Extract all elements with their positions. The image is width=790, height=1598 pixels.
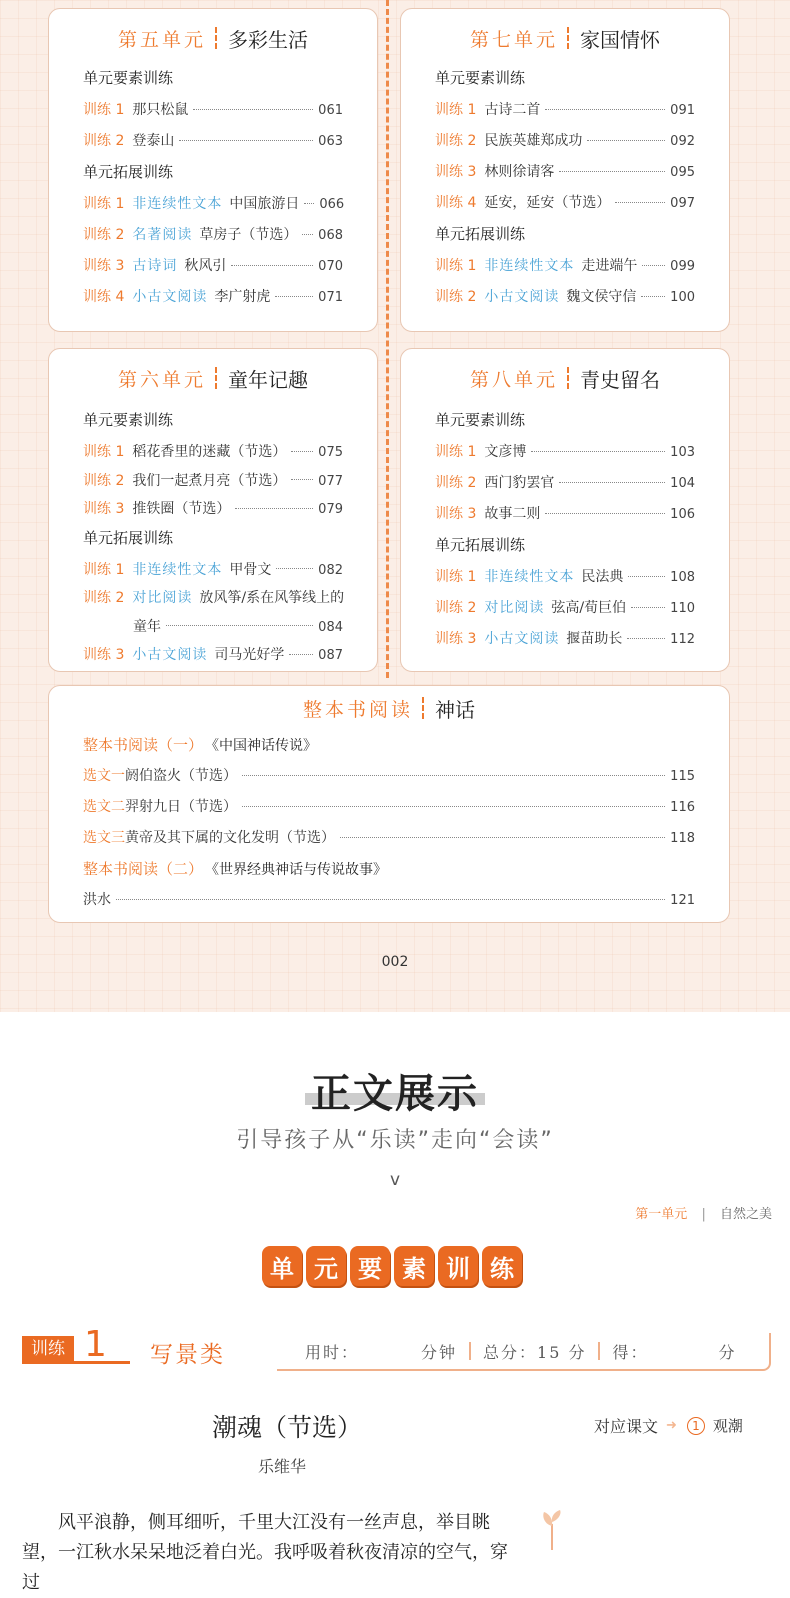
page-ref: 106 xyxy=(670,507,695,522)
toc-entry[interactable] xyxy=(435,597,695,617)
entry-title: 林则徐请客 xyxy=(484,164,555,180)
section-heading: 单元拓展训练 xyxy=(435,225,526,243)
entry-title: 西门豹罢官 xyxy=(484,475,555,491)
score-label: 得： xyxy=(612,1342,649,1362)
unit-name: 第六单元 xyxy=(117,368,206,391)
score-divider xyxy=(598,1342,600,1360)
page-ref: 104 xyxy=(670,476,695,491)
exercise-tag: 训练 1 xyxy=(83,196,125,212)
page-ref: 091 xyxy=(670,103,695,118)
page-ref: 084 xyxy=(318,619,343,635)
exercise-tag: 训练 3 xyxy=(435,506,477,522)
toc-entry[interactable] xyxy=(435,472,695,492)
arrow-right-icon: ➜ xyxy=(666,1418,677,1433)
exercise-tag: 训练 2 xyxy=(435,600,477,616)
entry-title: 我们一起煮月亮（节选） xyxy=(132,472,287,489)
sprout-icon xyxy=(538,1508,566,1550)
toc-entry[interactable] xyxy=(83,765,695,785)
leader-dots xyxy=(291,451,313,452)
unit-theme: 青史留名 xyxy=(580,367,660,392)
lesson-label: 对应课文 xyxy=(594,1417,659,1436)
entry-title: 草房子（节选） xyxy=(199,227,298,243)
unit-tag: 第一单元 xyxy=(635,1207,688,1222)
lesson-name: 观潮 xyxy=(712,1417,743,1435)
exercise-tag: 训练 1 xyxy=(435,102,477,118)
title-tile: 要 xyxy=(350,1246,390,1286)
title-tile: 元 xyxy=(306,1246,346,1286)
genre-label: 非连续性文本 xyxy=(132,561,223,578)
header-separator xyxy=(567,367,569,389)
toc-entry[interactable] xyxy=(83,470,343,490)
section-title-tiles xyxy=(262,1246,526,1286)
page-ref: 070 xyxy=(318,259,343,274)
header-separator xyxy=(215,367,217,389)
entry-title-continued: 童年 xyxy=(133,618,161,635)
page-ref: 108 xyxy=(670,570,695,585)
genre-label: 小古文阅读 xyxy=(132,647,208,663)
leader-dots xyxy=(559,482,665,483)
book-heading-2 xyxy=(83,858,695,879)
toc-entry-continued[interactable] xyxy=(133,616,343,636)
unit-separator: | xyxy=(701,1207,706,1222)
exercise-tag: 训练 3 xyxy=(435,631,477,647)
exercise-tag: 训练 2 xyxy=(83,590,125,606)
selection-tag: 选文二 xyxy=(83,799,125,815)
toc-entry[interactable] xyxy=(435,192,695,212)
score-divider xyxy=(469,1342,471,1360)
section-heading: 单元拓展训练 xyxy=(83,163,174,181)
section-heading: 单元要素训练 xyxy=(435,411,526,429)
exercise-tag: 训练 1 xyxy=(435,569,477,585)
entry-title: 古诗二首 xyxy=(484,102,541,118)
exercise-tag: 训练 2 xyxy=(435,475,477,491)
unit-card xyxy=(400,8,730,332)
entry-title: 登泰山 xyxy=(132,133,175,149)
toc-entry[interactable] xyxy=(83,559,343,579)
leader-dots xyxy=(615,202,665,203)
unit-name: 整本书阅读 xyxy=(302,698,413,721)
toc-entry[interactable] xyxy=(83,889,695,909)
time-unit: 分钟 xyxy=(421,1342,458,1362)
toc-entry[interactable] xyxy=(435,503,695,523)
exercise-tag: 训练 2 xyxy=(83,227,125,243)
entry-title: 黄帝及其下属的文化发明（节选） xyxy=(125,830,335,846)
leader-dots xyxy=(166,625,313,626)
entry-title: 那只松鼠 xyxy=(132,102,189,118)
entry-title: 司马光好学 xyxy=(214,647,285,663)
leader-dots xyxy=(304,203,314,204)
card-header xyxy=(49,9,377,67)
exercise-word: 训练 xyxy=(22,1336,74,1362)
exercise-label xyxy=(22,1324,130,1365)
lesson-reference xyxy=(594,1414,743,1437)
page-ref: 066 xyxy=(319,197,345,212)
page-ref: 116 xyxy=(670,800,695,815)
unit-name: 第五单元 xyxy=(117,28,206,51)
leader-dots xyxy=(627,638,665,639)
article-author: 乐维华 xyxy=(258,1457,307,1476)
leader-dots xyxy=(559,171,665,172)
leader-dots xyxy=(628,576,665,577)
leader-dots xyxy=(289,654,313,655)
page-number: 002 xyxy=(381,954,409,970)
leader-dots xyxy=(193,109,313,110)
exercise-tag: 训练 3 xyxy=(83,258,125,274)
entry-title: 推铁圈（节选） xyxy=(132,501,231,517)
exercise-tag: 训练 1 xyxy=(83,444,125,460)
page-ref: 063 xyxy=(318,134,343,149)
exercise-tag: 训练 3 xyxy=(83,501,125,517)
unit-theme: 神话 xyxy=(435,697,475,722)
genre-label: 非连续性文本 xyxy=(484,569,575,585)
leader-dots xyxy=(291,479,313,480)
entry-title: 走进端午 xyxy=(581,258,638,274)
entry-title: 故事二则 xyxy=(484,506,541,522)
page-ref: 110 xyxy=(670,601,695,616)
entry-title: 放风筝/系在风筝线上的 xyxy=(199,590,345,606)
toc-entry[interactable] xyxy=(83,441,343,461)
page-ref: 092 xyxy=(670,134,695,149)
entry-title: 中国旅游日 xyxy=(229,196,300,212)
toc-entry[interactable] xyxy=(83,827,695,847)
header-separator xyxy=(567,27,569,49)
leader-dots xyxy=(275,296,313,297)
leader-dots xyxy=(231,265,313,266)
toc-entry[interactable] xyxy=(435,255,695,275)
leader-dots xyxy=(340,837,665,838)
entry-title: 洪水 xyxy=(83,892,111,908)
exercise-tag: 训练 4 xyxy=(435,195,477,211)
page-ref: 121 xyxy=(670,893,695,908)
toc-entry[interactable] xyxy=(435,441,695,461)
page-ref: 099 xyxy=(670,259,695,274)
book-heading-tag: 整本书阅读（二） xyxy=(83,860,204,878)
entry-title: 弦高/荀巨伯 xyxy=(551,600,627,616)
score-box xyxy=(277,1333,771,1371)
unit-card xyxy=(400,348,730,672)
toc-entry[interactable] xyxy=(83,644,343,664)
toc-entry[interactable] xyxy=(435,161,695,181)
genre-label: 对比阅读 xyxy=(132,590,193,606)
unit-theme: 童年记趣 xyxy=(228,367,308,392)
title-tile: 单 xyxy=(262,1246,302,1286)
article-body xyxy=(22,1508,518,1598)
entry-title: 秋风引 xyxy=(184,258,227,274)
article-paragraph: 风平浪静，侧耳细听，千里大江没有一丝声息，举目眺望，一江秋水呆呆地泛着白光。我呼吸着秋夜清凉的空气，穿过 xyxy=(22,1512,508,1593)
exercise-tag: 训练 1 xyxy=(435,444,477,460)
book-heading-title: 《中国神话传说》 xyxy=(205,738,318,754)
entry-title: 羿射九日（节选） xyxy=(125,799,237,815)
toc-entry[interactable] xyxy=(435,286,695,306)
page-ref: 079 xyxy=(318,502,343,517)
section-heading: 单元要素训练 xyxy=(83,411,174,429)
title-tile: 练 xyxy=(482,1246,522,1286)
book-heading-title: 《世界经典神话与传说故事》 xyxy=(205,862,388,878)
selection-tag: 选文一 xyxy=(83,768,125,784)
page-ref: 082 xyxy=(318,562,343,578)
header-separator xyxy=(422,697,424,719)
leader-dots xyxy=(242,806,665,807)
lesson-number: 1 xyxy=(687,1417,705,1435)
card-header xyxy=(49,349,377,407)
genre-label: 小古文阅读 xyxy=(132,289,208,305)
toc-entry[interactable] xyxy=(83,130,343,150)
exercise-tag: 训练 1 xyxy=(435,258,477,274)
title-tile: 训 xyxy=(438,1246,478,1286)
entry-title: 文彦博 xyxy=(484,444,527,460)
unit-name: 第七单元 xyxy=(469,28,558,51)
exercise-tag: 训练 2 xyxy=(83,472,125,489)
chevron-down-icon: v xyxy=(389,1170,401,1190)
unit-theme: 家国情怀 xyxy=(580,27,660,52)
exercise-tag: 训练 1 xyxy=(83,102,125,118)
genre-label: 对比阅读 xyxy=(484,600,545,616)
page-ref: 118 xyxy=(670,831,695,846)
page-ref: 061 xyxy=(318,103,343,118)
genre-label: 非连续性文本 xyxy=(132,196,223,212)
leader-dots xyxy=(642,265,665,266)
toc-entry[interactable] xyxy=(83,587,343,607)
toc-entry[interactable] xyxy=(83,224,343,244)
leader-dots xyxy=(631,607,665,608)
leader-dots xyxy=(276,568,313,569)
toc-entry[interactable] xyxy=(435,628,695,648)
card-header xyxy=(401,9,729,67)
toc-entry[interactable] xyxy=(435,99,695,119)
section-heading: 单元拓展训练 xyxy=(83,528,174,547)
article-title: 潮魂（节选） xyxy=(212,1413,363,1442)
showcase-title: 正文展示 xyxy=(311,1071,479,1117)
exercise-tag: 训练 2 xyxy=(435,133,477,149)
leader-dots xyxy=(531,451,665,452)
genre-label: 非连续性文本 xyxy=(484,258,575,274)
exercise-number: 1 xyxy=(84,1324,107,1365)
unit-theme: 自然之美 xyxy=(719,1207,772,1222)
page-ref: 077 xyxy=(318,473,343,489)
section-heading: 单元要素训练 xyxy=(83,69,174,87)
selection-tag: 选文三 xyxy=(83,830,125,846)
entry-title: 民法典 xyxy=(581,569,624,585)
leader-dots xyxy=(179,140,313,141)
page-ref: 075 xyxy=(318,445,343,460)
header-separator xyxy=(215,27,217,49)
page-ref: 100 xyxy=(670,290,695,305)
entry-title: 民族英雄郑成功 xyxy=(484,133,583,149)
unit-name: 第八单元 xyxy=(469,368,558,391)
toc-entry[interactable] xyxy=(83,796,695,816)
exercise-tag: 训练 4 xyxy=(83,289,125,305)
leader-dots xyxy=(587,140,665,141)
page-ref: 068 xyxy=(318,228,343,243)
card-header xyxy=(49,686,729,730)
leader-dots xyxy=(235,508,313,509)
entry-title: 甲骨文 xyxy=(229,561,272,578)
page-ref: 071 xyxy=(318,290,343,305)
leader-dots xyxy=(302,234,313,235)
total-score: 总分：15 分 xyxy=(483,1342,587,1362)
card-header xyxy=(401,349,729,407)
genre-label: 小古文阅读 xyxy=(484,631,560,647)
exercise-category: 写景类 xyxy=(150,1342,225,1368)
genre-label: 小古文阅读 xyxy=(484,289,560,305)
leader-dots xyxy=(116,899,665,900)
toc-entry[interactable] xyxy=(83,498,343,518)
center-divider xyxy=(386,0,389,678)
book-reading-card xyxy=(48,685,730,923)
unit-card xyxy=(48,8,378,332)
entry-title: 李广射虎 xyxy=(214,289,271,305)
section-heading: 单元拓展训练 xyxy=(435,536,526,554)
entry-title: 阏伯盗火（节选） xyxy=(125,768,237,784)
section-heading: 单元要素训练 xyxy=(435,69,526,87)
exercise-tag: 训练 2 xyxy=(83,133,125,149)
leader-dots xyxy=(545,109,665,110)
book-heading-tag: 整本书阅读（一） xyxy=(83,736,204,754)
score-unit: 分 xyxy=(718,1342,737,1362)
toc-entry[interactable] xyxy=(83,99,343,119)
toc-entry[interactable] xyxy=(83,286,343,306)
toc-entry[interactable] xyxy=(83,255,343,275)
genre-label: 古诗词 xyxy=(132,258,178,274)
toc-entry[interactable] xyxy=(83,193,343,213)
exercise-tag: 训练 2 xyxy=(435,289,477,305)
page-ref: 103 xyxy=(670,445,695,460)
title-tile: 素 xyxy=(394,1246,434,1286)
page-ref: 097 xyxy=(670,196,695,211)
page-ref: 095 xyxy=(670,165,695,180)
unit-card xyxy=(48,348,378,672)
leader-dots xyxy=(242,775,665,776)
exercise-tag: 训练 3 xyxy=(83,647,125,663)
unit-theme: 多彩生活 xyxy=(228,27,308,52)
unit-label xyxy=(635,1203,772,1222)
showcase-subtitle: 引导孩子从“乐读”走向“会读” xyxy=(236,1128,554,1153)
entry-title: 稻花香里的迷藏（节选） xyxy=(132,444,287,460)
exercise-tag: 训练 1 xyxy=(83,561,125,578)
toc-entry[interactable] xyxy=(435,566,695,586)
leader-dots xyxy=(641,296,665,297)
exercise-tag: 训练 3 xyxy=(435,164,477,180)
leader-dots xyxy=(545,513,665,514)
page-ref: 115 xyxy=(670,769,695,784)
entry-title: 揠苗助长 xyxy=(566,631,623,647)
entry-title: 魏文侯守信 xyxy=(566,289,637,305)
book-heading-1 xyxy=(83,734,695,755)
toc-entry[interactable] xyxy=(435,130,695,150)
page-ref: 112 xyxy=(670,632,695,647)
genre-label: 名著阅读 xyxy=(132,227,193,243)
time-label: 用时： xyxy=(305,1342,360,1362)
page-ref: 087 xyxy=(318,648,343,663)
entry-title: 延安，延安（节选） xyxy=(484,195,611,211)
